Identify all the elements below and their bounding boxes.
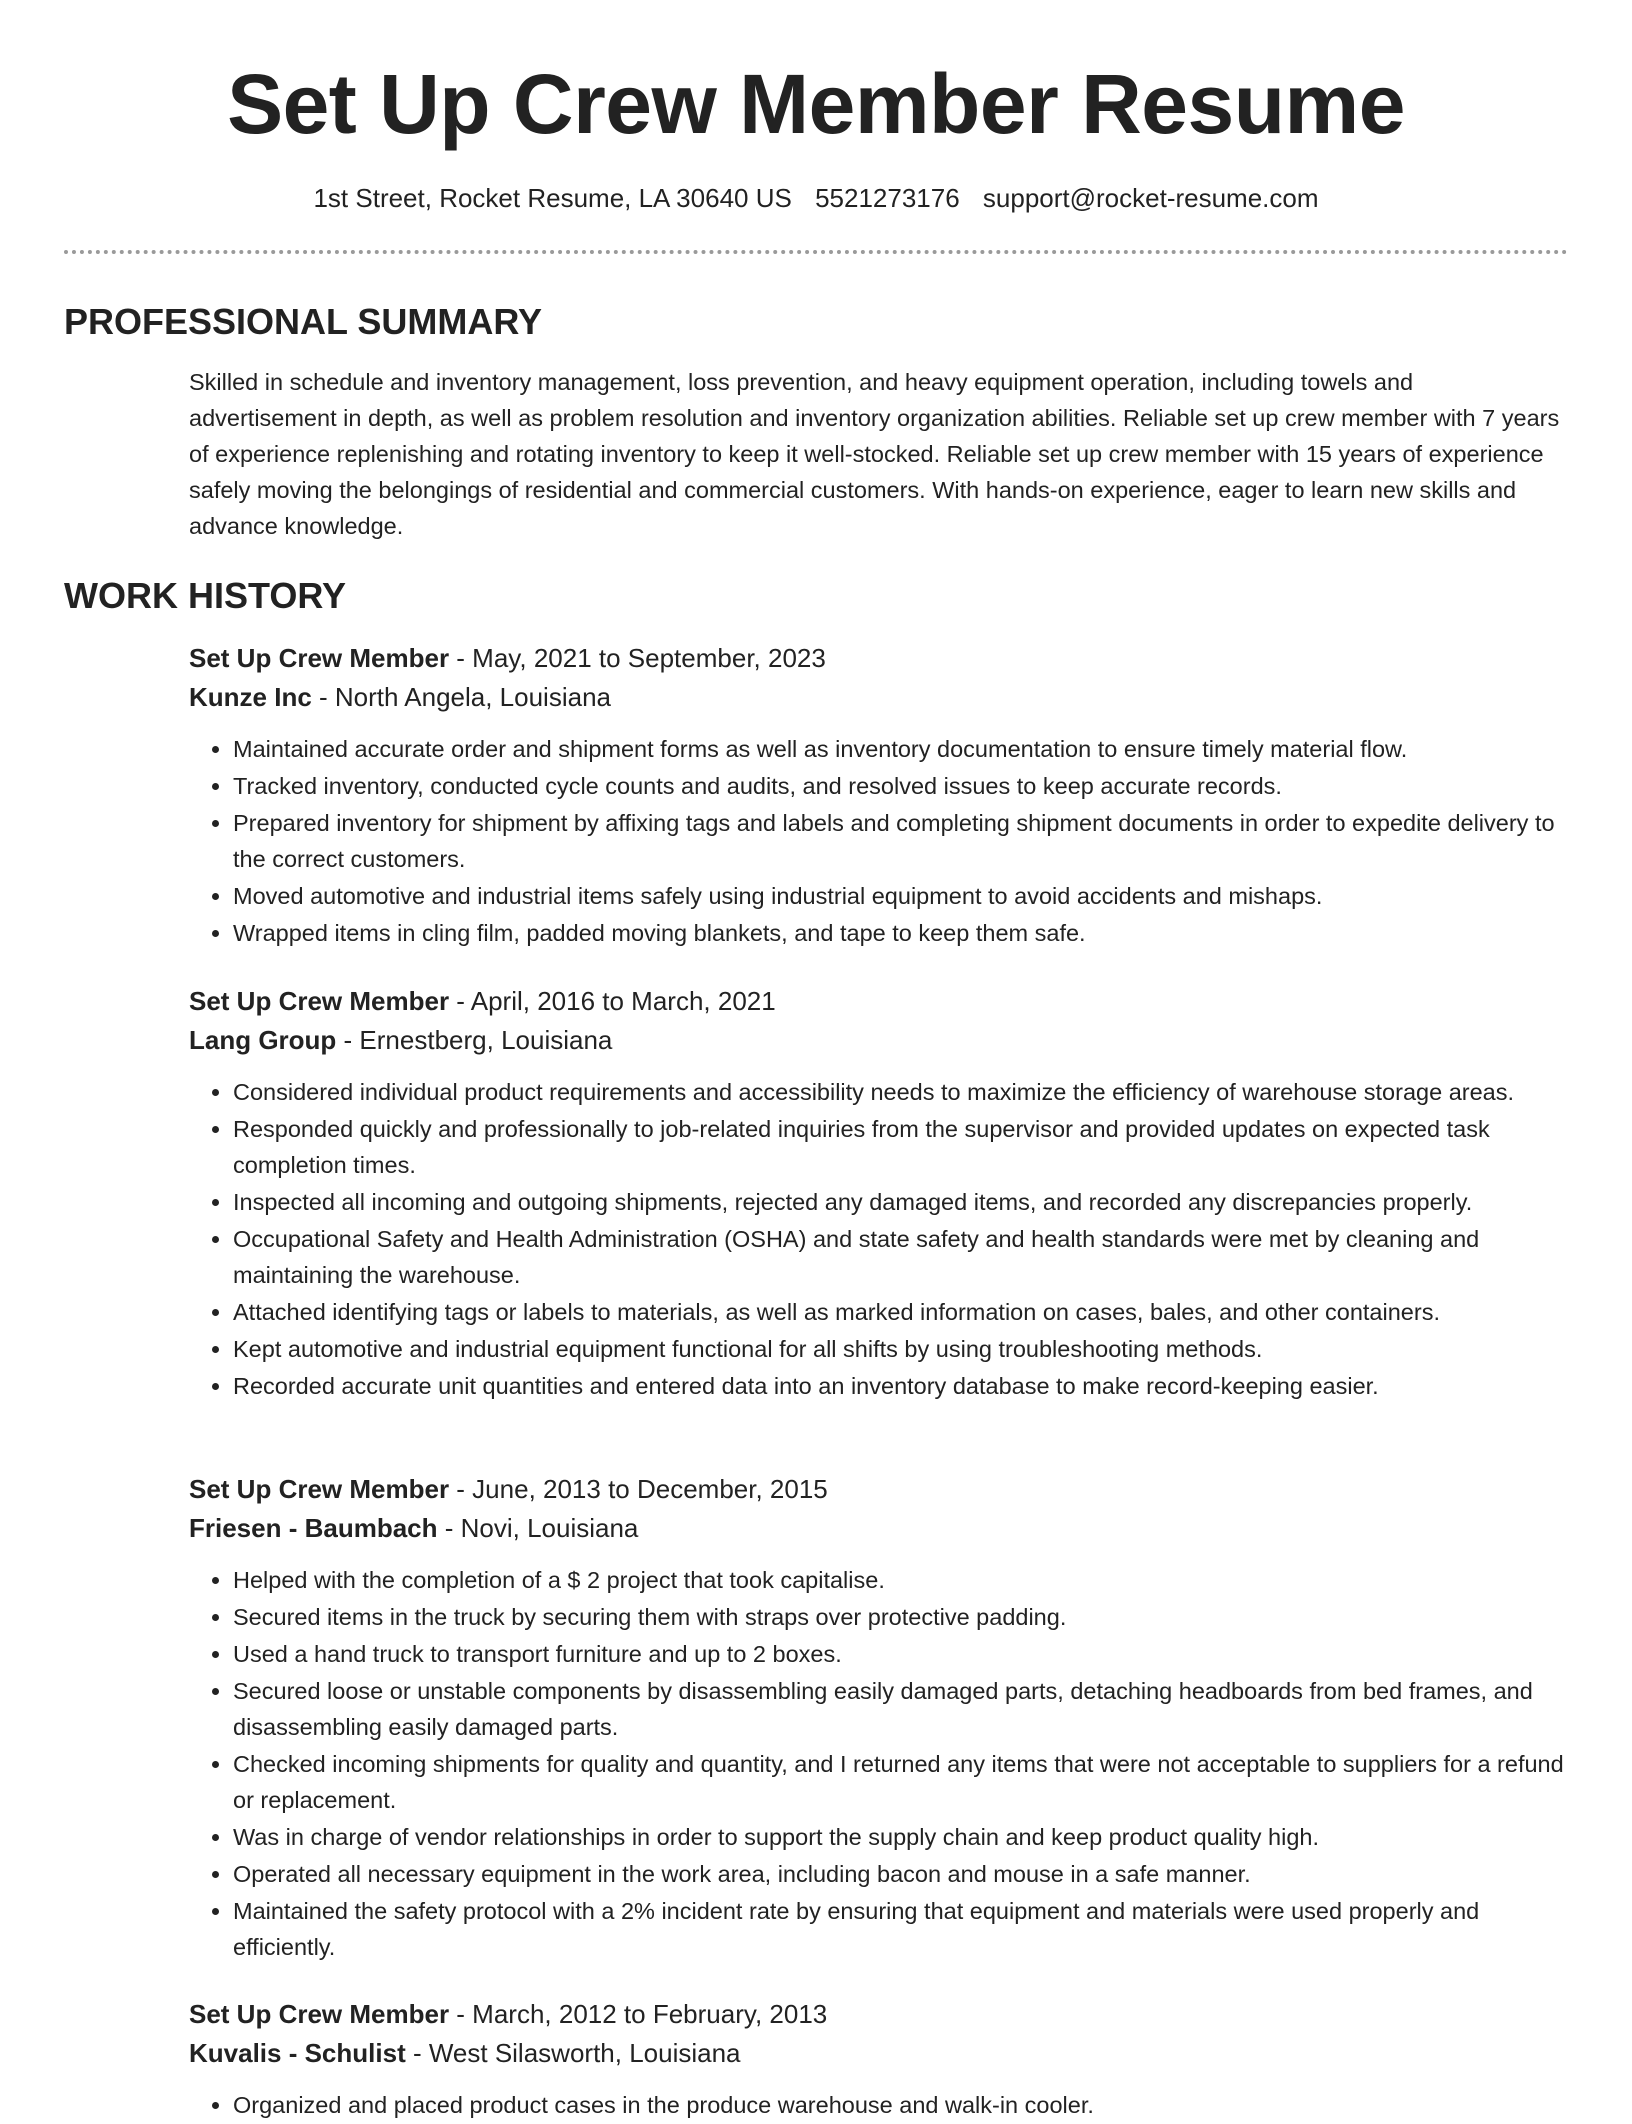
job-title: Set Up Crew Member — [189, 1999, 450, 2029]
header-divider — [64, 250, 1568, 254]
job-company-line — [189, 2034, 1569, 2073]
job-entry — [189, 639, 1569, 952]
job-bullet: • Secured loose or unstable components by disassembling easily damaged parts, detaching headboards from bed frames, and disassembling easily damaged parts. — [233, 1673, 1569, 1745]
job-bullet: • Maintained accurate order and shipment forms as well as inventory documentation to ensure timely material flow. — [233, 731, 1569, 767]
job-company: Friesen - Baumbach — [189, 1513, 438, 1543]
job-bullet: • Operated all necessary equipment in the work area, including bacon and mouse in a safe manner. — [233, 1856, 1569, 1892]
job-bullet: • Inspected all incoming and outgoing shipments, rejected any damaged items, and recorded any discrepancies properly. — [233, 1184, 1569, 1220]
job-company: Kunze Inc — [189, 682, 312, 712]
job-bullet: • Moved automotive and industrial items safely using industrial equipment to avoid accidents and mishaps. — [233, 878, 1569, 914]
job-location: - North Angela, Louisiana — [311, 682, 611, 712]
job-company: Lang Group — [189, 1025, 337, 1055]
job-bullet: • Wrapped items in cling film, padded moving blankets, and tape to keep them safe. — [233, 915, 1569, 951]
work-history-heading: WORK HISTORY — [64, 575, 347, 616]
summary-text: Skilled in schedule and inventory management, loss prevention, and heavy equipment operation, including towels and advertisement in depth, as well as problem resolution and inventory organization abilities. Reliable set up crew member with 7 years of experience replenishing and rotating inventory to keep it well-stocked. Reliable set up crew member with 15 years of experience safely moving the belongings of residential and commercial customers. With hands-on experience, eager to learn new skills and advance knowledge. — [189, 369, 1560, 539]
job-bullet: • Recorded accurate unit quantities and entered data into an inventory database to make record-keeping easier. — [233, 1368, 1569, 1404]
job-company: Kuvalis - Schulist — [189, 2038, 406, 2068]
contact-line — [0, 180, 1632, 216]
summary-heading: PROFESSIONAL SUMMARY — [64, 301, 543, 342]
job-company-line — [189, 1509, 1569, 1548]
job-bullet: • Secured items in the truck by securing them with straps over protective padding. — [233, 1599, 1569, 1635]
job-location: - Ernestberg, Louisiana — [336, 1025, 613, 1055]
job-bullets — [189, 731, 1569, 951]
job-bullets — [189, 1562, 1569, 1965]
job-title: Set Up Crew Member — [189, 643, 450, 673]
job-bullet: • Kept automotive and industrial equipment functional for all shifts by using troubleshooting methods. — [233, 1331, 1569, 1367]
job-bullet: • Maintained the safety protocol with a 2% incident rate by ensuring that equipment and materials were used properly and efficiently. — [233, 1893, 1569, 1965]
job-title-line — [189, 982, 1569, 1021]
job-bullet: • Checked incoming shipments for quality and quantity, and I returned any items that were not acceptable to suppliers for a refund or replacement. — [233, 1746, 1569, 1818]
job-title-line — [189, 639, 1569, 678]
resume-title: Set Up Crew Member Resume — [227, 57, 1405, 151]
job-bullet: • Organized and placed product cases in the produce warehouse and walk-in cooler. — [233, 2087, 1569, 2123]
job-bullet: • Occupational Safety and Health Administration (OSHA) and state safety and health standards were met by cleaning and maintaining the warehouse. — [233, 1221, 1569, 1293]
job-bullet: • Used a hand truck to transport furniture and up to 2 boxes. — [233, 1636, 1569, 1672]
job-location: - West Silasworth, Louisiana — [405, 2038, 741, 2068]
contact-address: 1st Street, Rocket Resume, LA 30640 US — [313, 183, 792, 213]
contact-email[interactable]: support@rocket-resume.com — [982, 183, 1319, 213]
job-dates: - June, 2013 to December, 2015 — [449, 1474, 828, 1504]
job-bullet: • Was in charge of vendor relationships in order to support the supply chain and keep product quality high. — [233, 1819, 1569, 1855]
job-bullets — [189, 1074, 1569, 1404]
job-bullet: • Attached identifying tags or labels to materials, as well as marked information on cases, bales, and other containers. — [233, 1294, 1569, 1330]
job-bullets — [189, 2087, 1569, 2123]
job-entry — [189, 1470, 1569, 1966]
job-bullet: • Prepared inventory for shipment by affixing tags and labels and completing shipment documents in order to expedite delivery to the correct customers. — [233, 805, 1569, 877]
job-bullet: • Helped with the completion of a $ 2 project that took capitalise. — [233, 1562, 1569, 1598]
job-title-line — [189, 1995, 1569, 2034]
job-title: Set Up Crew Member — [189, 1474, 450, 1504]
job-title: Set Up Crew Member — [189, 986, 450, 1016]
job-company-line — [189, 678, 1569, 717]
job-dates: - March, 2012 to February, 2013 — [449, 1999, 828, 2029]
job-bullet: • Responded quickly and professionally to job-related inquiries from the supervisor and provided updates on expected task completion times. — [233, 1111, 1569, 1183]
job-dates: - April, 2016 to March, 2021 — [449, 986, 776, 1016]
job-location: - Novi, Louisiana — [437, 1513, 639, 1543]
job-entry — [189, 982, 1569, 1405]
job-company-line — [189, 1021, 1569, 1060]
job-title-line — [189, 1470, 1569, 1509]
job-bullet: • Considered individual product requirements and accessibility needs to maximize the efficiency of warehouse storage areas. — [233, 1074, 1569, 1110]
job-entry — [189, 1995, 1569, 2124]
job-bullet: • Tracked inventory, conducted cycle counts and audits, and resolved issues to keep accurate records. — [233, 768, 1569, 804]
contact-phone[interactable]: 5521273176 — [815, 183, 960, 213]
job-dates: - May, 2021 to September, 2023 — [449, 643, 826, 673]
